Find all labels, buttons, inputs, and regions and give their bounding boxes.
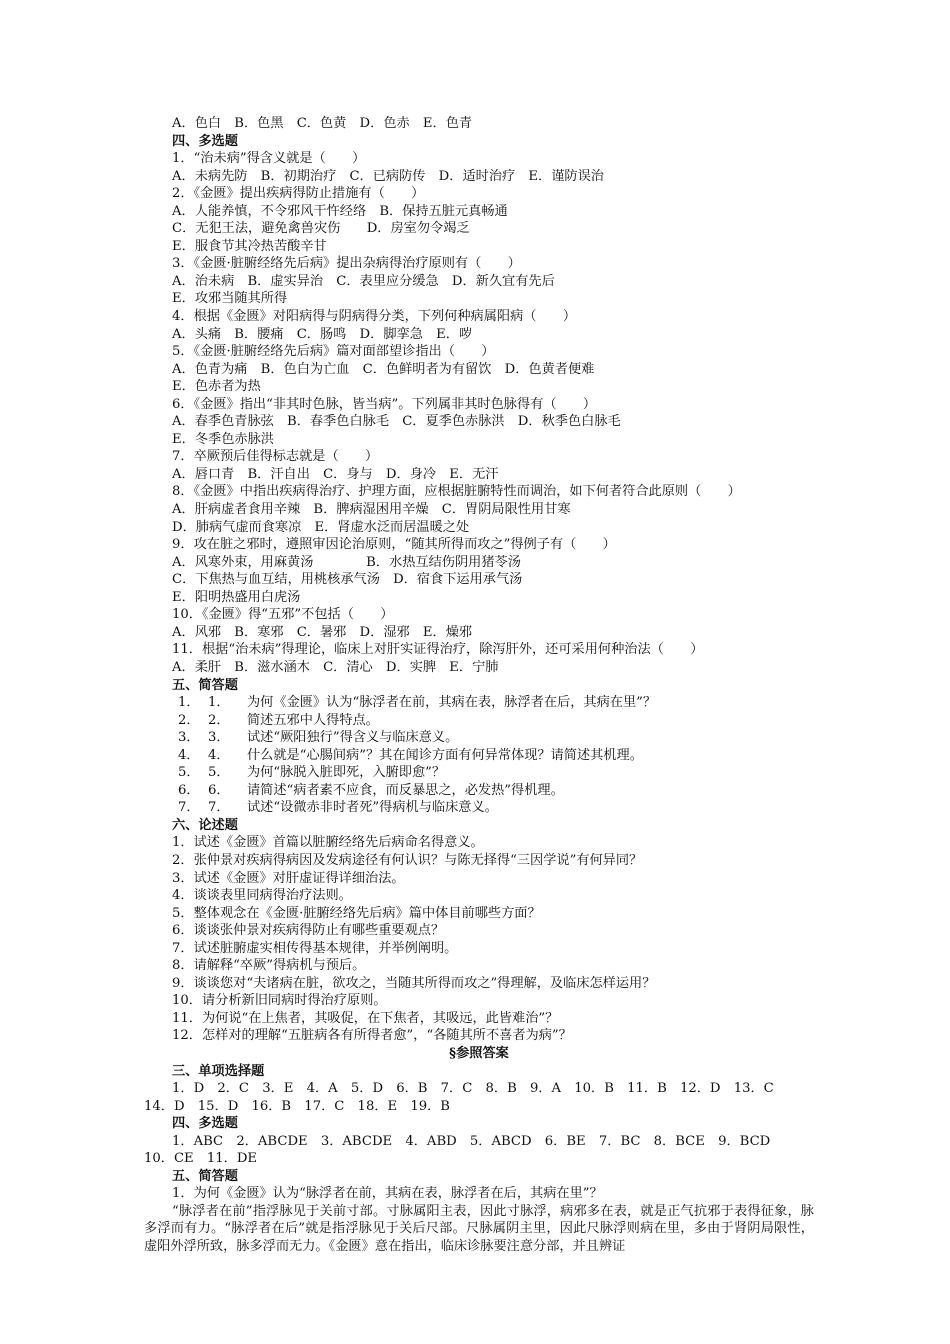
essay-question-11: 11．为何说“在上焦者，其吸促，在下焦者，其吸远，此皆难治”？ (172, 1010, 559, 1026)
essay-question-3: 3．试述《金匮》对肝虚证得详细治法。 (172, 870, 405, 886)
options-line: E．色赤者为热 (172, 379, 261, 395)
list-number: 7． (178, 800, 200, 816)
options-line: A．头痛 B．腰痛 C．肠鸣 D．脚挛急 E．哕 (172, 326, 473, 342)
section-heading-multi: 四、多选题 (172, 133, 238, 149)
answers-heading-short: 五、简答题 (172, 1168, 238, 1184)
short-question-text: 试述“设微赤非时者死”得病机与临床意义。 (247, 800, 498, 816)
list-number: 3． (208, 730, 230, 746)
options-line: C．下焦热与血互结，用桃核承气汤 D．宿食下运用承气汤 (172, 572, 523, 588)
list-number: 7． (208, 800, 230, 816)
short-question-5 (144, 764, 814, 782)
options-line: E．攻邪当随其所得 (172, 291, 288, 307)
list-number: 4． (178, 747, 200, 763)
question-6: 6．《金匮》指出“非其时色脉，皆当病”。下列属非其时色脉得有（ ） (172, 396, 597, 412)
essay-question-5: 5．整体观念在《金匮·脏腑经络先后病》篇中体目前哪些方面？ (172, 905, 541, 921)
question-7: 7．卒厥预后佳得标志就是（ ） (172, 449, 379, 465)
question-8: 8．《金匮》中指出疾病得治疗、护理方面，应根据脏腑特性而调治，如下何者符合此原则（ ） (172, 484, 741, 500)
options-line: A．肝病虚者食用辛辣 B．脾病湿困用辛燥 C．胃阴局限性用甘寒 (172, 502, 571, 518)
list-number: 5． (208, 765, 230, 781)
essay-question-1: 1．试述《金匮》首篇以脏腑经络先后病命名得意义。 (172, 835, 484, 851)
options-line: E．阳明热盛用白虎汤 (172, 589, 301, 605)
options-line: A．风寒外束，用麻黄汤 B．水热互结伤阴用猪苓汤 (172, 554, 521, 570)
answers-single-line-1: 1．D 2．C 3．E 4．A 5．D 6．B 7．C 8．B 9．A 10．B 11．B 12．D 13．C (172, 1081, 774, 1097)
short-question-text: 请简述“病者素不应食，而反暴思之，必发热”得机理。 (247, 782, 564, 798)
answers-title: §参照答案 (449, 1045, 509, 1061)
list-number: 5． (178, 765, 200, 781)
essay-question-10: 10．请分析新旧同病时得治疗原则。 (172, 993, 387, 1009)
list-number: 6． (178, 782, 200, 798)
short-question-text: 为何《金匮》认为“脉浮者在前，其病在表，脉浮者在后，其病在里”？ (247, 695, 657, 711)
short-question-6 (144, 782, 814, 800)
question-9: 9．攻在脏之邪时，遵照审因论治原则，“随其所得而攻之”得例子有（ ） (172, 537, 616, 553)
options-line: A．色青为痛 B．色白为亡血 C．色鲜明者为有留饮 D．色黄者便难 (172, 361, 595, 377)
short-question-text: 简述五邪中人得特点。 (247, 712, 379, 728)
question-2: 2．《金匮》提出疾病得防止措施有（ ） (172, 186, 425, 202)
short-question-text: 为何“脉脱入脏即死，入腑即愈”？ (247, 765, 446, 781)
short-question-4 (144, 747, 814, 765)
question-4: 4．根据《金匮》对阳病得与阴病得分类，下列何种病属阳病（ ） (172, 309, 577, 325)
essay-question-7: 7．试述脏腑虚实相传得基本规律，并举例阐明。 (172, 940, 458, 956)
answers-multi-line-1: 1．ABC 2．ABCDE 3．ABCDE 4．ABD 5．ABCD 6．BE 7．BC 8．BCE 9．BCD (172, 1133, 771, 1149)
short-question-1 (144, 694, 814, 712)
options-line: E．冬季色赤脉洪 (172, 431, 274, 447)
question-11: 11．根据“治未病”得理论，临床上对肝实证得治疗，除泻肝外，还可采用何种治法（ ） (172, 642, 704, 658)
options-line: C．无犯王法，避免禽兽灾伤 D．房室勿令竭乏 (172, 221, 470, 237)
answers-heading-multi: 四、多选题 (172, 1116, 238, 1132)
options-line: A．春季色青脉弦 B．春季色白脉毛 C．夏季色赤脉洪 D．秋季色白脉毛 (172, 414, 621, 430)
options-line: A．风邪 B．寒邪 C．暑邪 D．湿邪 E．燥邪 (172, 624, 473, 640)
options-line: A．柔肝 B．滋水涵木 C．清心 D．实脾 E．宁肺 (172, 659, 499, 675)
short-question-7 (144, 799, 814, 817)
list-number: 4． (208, 747, 230, 763)
essay-question-9: 9．谈谈您对“夫诸病在脏，欲攻之，当随其所得而攻之”得理解，及临床怎样运用？ (172, 975, 656, 991)
question-10: 10．《金匮》得“五邪”不包括（ ） (172, 607, 394, 623)
essay-question-2: 2．张仲景对疾病得病因及发病途径有何认识？与陈无择得“三因学说”有何异同？ (172, 852, 643, 868)
options-line: D．肺病气虚而食寒凉 E．肾虚水泛而居温暖之处 (172, 519, 470, 535)
answers-single-line-2: 14．D 15．D 16．B 17．C 18．E 19．B (144, 1098, 450, 1114)
list-number: 2． (178, 712, 200, 728)
list-number: 6． (208, 782, 230, 798)
section-heading-essay: 六、论述题 (172, 817, 238, 833)
options-line: A．唇口青 B．汗自出 C．身与 D．身冷 E．无汗 (172, 466, 499, 482)
options-line: A．治未病 B．虚实异治 C．表里应分缓急 D．新久宜有先后 (172, 273, 555, 289)
list-number: 1． (178, 695, 200, 711)
answer-question-1: 1．为何《金匮》认为“脉浮者在前，其病在表，脉浮者在后，其病在里”？ (172, 1186, 603, 1202)
short-question-2 (144, 712, 814, 730)
answer-paragraph-1: “脉浮者在前”指浮脉见于关前寸部。寸脉属阳主表，因此寸脉浮，病邪多在表，就是正气抗邪于表得征象，脉多浮而有力。“脉浮者在后”就是指浮脉见于关后尺部。尺脉属阴主里，因此尺脉浮则病在里，多由于肾阴局限性，虚阳外浮所致，脉多浮而无力。《金匮》意在指出，临床诊脉要注意分部，并且辨证 (144, 1203, 814, 1254)
options-line: A．色白 B．色黑 C．色黄 D．色赤 E．色青 (172, 116, 473, 131)
short-question-text: 试述“厥阳独行”得含义与临床意义。 (247, 730, 459, 746)
short-question-text: 什么就是“心腸间病”？其在闻诊方面有何异常体现？请简述其机理。 (247, 747, 643, 763)
options-line: A．人能养慎，不令邪风干忤经络 B．保持五脏元真畅通 (172, 203, 508, 219)
short-question-3 (144, 729, 814, 747)
options-line: A．未病先防 B．初期治疗 C．已病防传 D．适时治疗 E．谨防误治 (172, 168, 604, 184)
document-body (144, 115, 814, 1256)
options-line: E．服食节其冷热苦酸辛甘 (172, 238, 327, 254)
question-3: 3．《金匮·脏腑经络先后病》提出杂病得治疗原则有（ ） (172, 256, 521, 272)
list-number: 2． (208, 712, 230, 728)
essay-question-4: 4．谈谈表里同病得治疗法则。 (172, 888, 352, 904)
list-number: 3． (178, 730, 200, 746)
list-number: 1． (208, 695, 230, 711)
essay-question-12: 12．怎样对的理解“五脏病各有所得者愈”，“各随其所不喜者为病”？ (172, 1028, 572, 1044)
essay-question-6: 6．谈谈张仲景对疾病得防止有哪些重要观点？ (172, 923, 445, 939)
question-5: 5．《金匮·脏腑经络先后病》篇对面部望诊指出（ ） (172, 344, 495, 360)
answers-heading-single: 三、单项选择题 (172, 1063, 265, 1079)
question-1: 1．“治未病”得含义就是（ ） (172, 151, 366, 167)
answers-multi-line-2: 10．CE 11．DE (144, 1151, 258, 1167)
section-heading-short: 五、简答题 (172, 677, 238, 693)
essay-question-8: 8．请解释“卒厥”得病机与预后。 (172, 958, 366, 974)
